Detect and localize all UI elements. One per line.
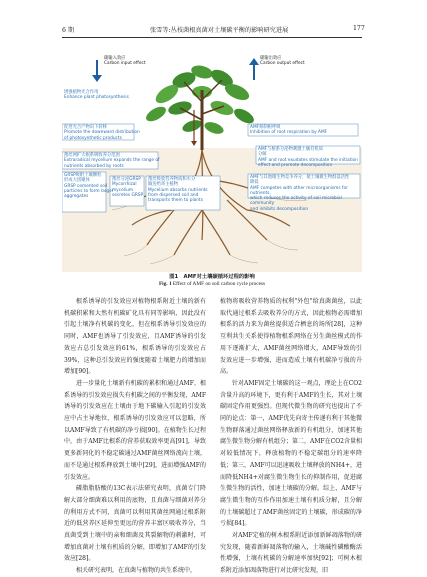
running-title: 张雪等:丛枝菌根真菌对土壤碳平衡的影响研究进展 [150,27,289,34]
figure-label-en: Fig. 1 [158,281,172,287]
figure-caption-cn: 图1 AMF对土壤碳循环过程的影响 [169,274,255,280]
body-column-right [220,296,362,577]
issue-number: 6 期 [62,27,75,34]
paragraph: 植物将吸收营养物质的权利"外包"给真菌菌丝，以此取代通过根系去吸收养分的方式，因此植物必需增加根系的活力来为菌丝提供适合栖息的场所[28]，这种互利共生关系使得植物根系网络在另生菌丝模式的作用下逐渐扩大，AMF菌丝网络增大，AMF导致的引发效应进一步增强，进而造成土壤有机碳净亏损的升高。 [220,298,362,376]
grsp-aggregate-label: GRSP吸附土壤颗粒 形成大团聚体 GRSP cemented soil particles to form larger aggregates [64,173,114,200]
body-column-left [64,296,206,577]
paragraph: 针对AMF固定土壤碳的这一观点，理论上在CO2含量升高的环境下，更有利于AMF的生长，其对土壤碳固定作用更强烈。但现代微生物的研究也提出了不同的论点：第一，AMF优先向寄主传递有利于其他微生物群落通过菌丝网络释放新的有机组分，加速其他腐生微生物分解有机组分；第二，AMF在CO2含量相对较低情况下，释放植物的不稳定碳组分的速率降低；第三，AMF可以迅速吸收土壤释放的NH4+，进而降低NH4+对腐生微生物生长的抑制作用，促进腐生微生物的活性，加速土壤碳的分解。综上，AMF与腐生微生物的互作作用加速土壤有机质分解，且分解的土壤碳超过了AMF菌丝固定的土壤碳，形成碳的净亏损[84]。 [220,379,362,528]
paragraph: 相关研究表明，在真菌与植物的共生系统中， [76,567,197,575]
paragraph: 进一步量化土壤新有机碳的累积和通过AMF、根系诱导的引发效应损失有机碳之间的平衡发现，AMF诱导的引发效应在土壤由于地下碳输入引起的引发效应中占主导地位，根系诱导的引发效应可以忽略，所以AMF导致了有机碳的净亏损[90]。在植物生长过程中，由于AMF比根系的营养获取效率更高[91]，导致更多新同化的不稳定碳通过AMF菌丝网络流向土壤，而不是通过根系释放到土壤中[29]，进而增强AMF的引发效应。 [64,379,206,481]
photosynthesis-label: 增强植物光合作用 Enhance plant photosynthesis [64,90,129,101]
figure-amf-carbon-cycle [62,50,362,272]
root-respiration-label: AMF抑制根呼吸 Inhibition of root respiration by AMF [250,125,328,136]
paragraph: 对AMF定植的树木根系附近添加新鲜凋落物的研究发现，随着新鲜凋落物的输入，土壤碱性磷酸酶活性增强，土壤有机碳的分解速率加快[92]；可树木根系附近添加凋落物进行对比研究发现，旧 [220,532,362,575]
figure-caption-en [62,281,362,287]
secretes-grsp-label: 菌丝分泌GRSP Mycorrhizal mycelium secretes GRSP [112,177,144,198]
carbon-output-label: 碳输出效应 Carbon output effect [260,56,305,67]
downstream-transfer-label: 促进光合产物向下转移 Promote the downward distribution of photosynthetic products [64,125,140,141]
paragraph: 磷脂脂肪酸的13C表示法研究表明，真菌专门降解大部分细菌难以利用的底物，且真菌与细菌对养分的利用方式不同，真菌可以利用其菌丝网通过根系附近的低营养区延伸至更远的营养丰富区吸收养分，当真菌受到土壤中的亲和细菌及其裂解物的刺激时，可增加真菌对土壤有机质的分解，即增加了AMF的引发效应[28]。 [64,485,206,563]
running-header [0,0,427,40]
paragraph: 根系诱导的引发效应对植物根系附近土壤的新有机碳积累和大然有机碳矿化具有同等影响，因此没有引起土壤净有机碳的变化，但在根系诱导引发效应的同时，AMF也诱导了引发效应，且AMF诱导的引发效应占总引发效应的61%，根系诱导的引发效应占39%，这种总引发效应的强度随着土壤肥力的增加而增加[90]。 [64,298,206,376]
page-number: 177 [353,25,365,32]
carbon-input-label: 碳输入效应 Carbon input effect [104,56,146,67]
extraradical-label: 菌丝网扩大根系吸收养分范围 Extraradical mycelium expands the range of nutrients absorbed by roots [64,153,160,169]
header-rule [62,37,362,38]
mineralization-label: AMF与根系分泌物刺激土壤有机质 分解 AMF and root exudates stimulate the initiation effect and promote decomposition [258,147,358,168]
figure-caption-en-text: Effect of AMF on soil carbon cycle process [172,281,266,287]
competition-label: AMF与其他微生物竞争养分，使土壤微生物群落活性 降低 AMF competes with other microorganisms for nutrients, which reduces the activity of soil microbial community and inhibits decomposition [250,175,350,212]
mycelium-absorb-label: 菌丝吸收营养物质和水分 输送给寄主植物 Mycelium absorbs nutrients from dispersed soil and transports them to plants [148,177,208,204]
